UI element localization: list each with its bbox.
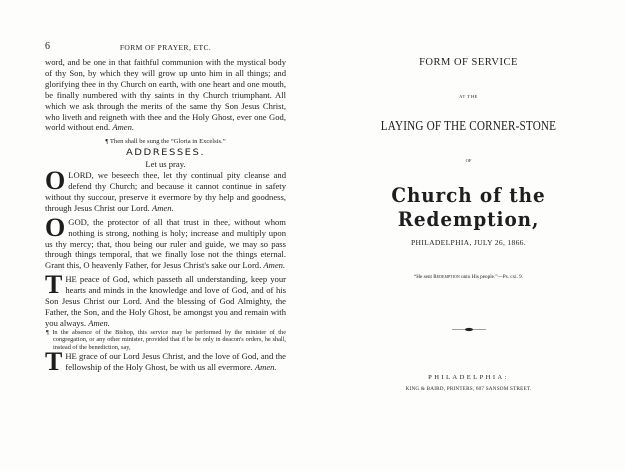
amen: Amen. <box>254 361 277 372</box>
let-us-pray: Let us pray. <box>145 159 186 170</box>
title-of: OF <box>465 158 472 163</box>
prayer-text: GOD, the protector of all that trust in thee, without whom nothing is strong, nothing is holy; increase and multiply upon us thy mercy; that, thou being our ruler and guide, we may so pass through things temporal, that we finally lose not the things eternal. Grant this, O heavenly Father, for Jesus Christ's sake our Lord. <box>45 216 286 271</box>
paragraph-text: word, and be one in that faithful communion with the mystical body of thy Son, by which they will grow up unto him in all things; and glorifying thee in thy Church on earth, with one heart and one mouth, be finally numbered with thy saints in thy Church triumphant. All which we ask through the merits of the same thy Son Jesus Christ, who liveth and reigneth with thee and the Holy Ghost, ever one God, world without end. <box>45 57 286 133</box>
running-head: FORM OF PRAYER, ETC. <box>119 43 212 52</box>
title-form-of-service: FORM OF SERVICE <box>419 57 518 68</box>
title-at-the: AT THE <box>459 94 478 99</box>
drop-cap: O <box>45 166 66 196</box>
drop-cap: O <box>45 212 66 242</box>
paragraph-continuation <box>45 57 286 133</box>
amen: Amen. <box>112 122 135 133</box>
prayer-1 <box>45 166 286 214</box>
imprint-printer: KING & BAIRD, PRINTERS, 607 SANSOM STREET. <box>405 386 532 392</box>
left-page-body <box>45 57 286 376</box>
imprint-city: PHILADELPHIA: <box>428 374 509 381</box>
amen: Amen. <box>263 260 286 271</box>
blessing-text: HE peace of God, which passeth all understanding, keep your hearts and minds in the knowledge and love of God, and of his Son Jesus Christ our Lord. And the blessing of God Almighty, the Father, the Son, and the Holy Ghost, be amongst you and remain with you always. <box>45 274 286 328</box>
rubric-gloria: ¶ Then shall be sung the “Gloria in Excelsis.” <box>105 138 226 146</box>
date-line: PHILADELPHIA, JULY 26, 1866. <box>411 238 526 247</box>
epigraph-caps: Redemption <box>433 274 460 280</box>
drop-cap: T <box>45 270 63 300</box>
grace-text: HE grace of our Lord Jesus Christ, and the love of God, and the fellowship of the Holy Ghost, be with us all evermore. <box>65 350 286 372</box>
rubric-absence: ¶ In the absence of the Bishop, this service may be performed by the minister of the congregation, or any other minister, provided that if he be only in deacon's orders, he shall, instead of the benediction, say, <box>46 328 286 351</box>
epigraph-open: “He sent <box>413 274 434 280</box>
amen: Amen. <box>151 202 174 213</box>
section-heading: ADDRESSES. <box>125 148 206 158</box>
right-page-title <box>312 0 625 471</box>
epigraph <box>312 274 625 280</box>
page-number: 6 <box>45 41 50 52</box>
amen: Amen. <box>88 317 110 328</box>
grace <box>45 346 286 376</box>
blessing <box>45 270 286 329</box>
drop-cap: T <box>45 346 63 376</box>
church-name: Church of the Redemption, <box>391 183 546 231</box>
prayer-text: LORD, we beseech thee, let thy continual pity cleanse and defend thy Church; and because it cannot continue in safety without thy succour, preserve it evermore by thy help and goodness, through Jesus Christ our Lord. <box>45 170 286 213</box>
title-laying-corner-stone: LAYING OF THE CORNER-STONE <box>380 119 557 134</box>
rule-ornament-icon <box>452 327 486 332</box>
left-page <box>0 0 312 471</box>
epigraph-close: unto His people.”—Ps. cxi. 9. <box>459 274 524 280</box>
prayer-2 <box>45 212 286 272</box>
